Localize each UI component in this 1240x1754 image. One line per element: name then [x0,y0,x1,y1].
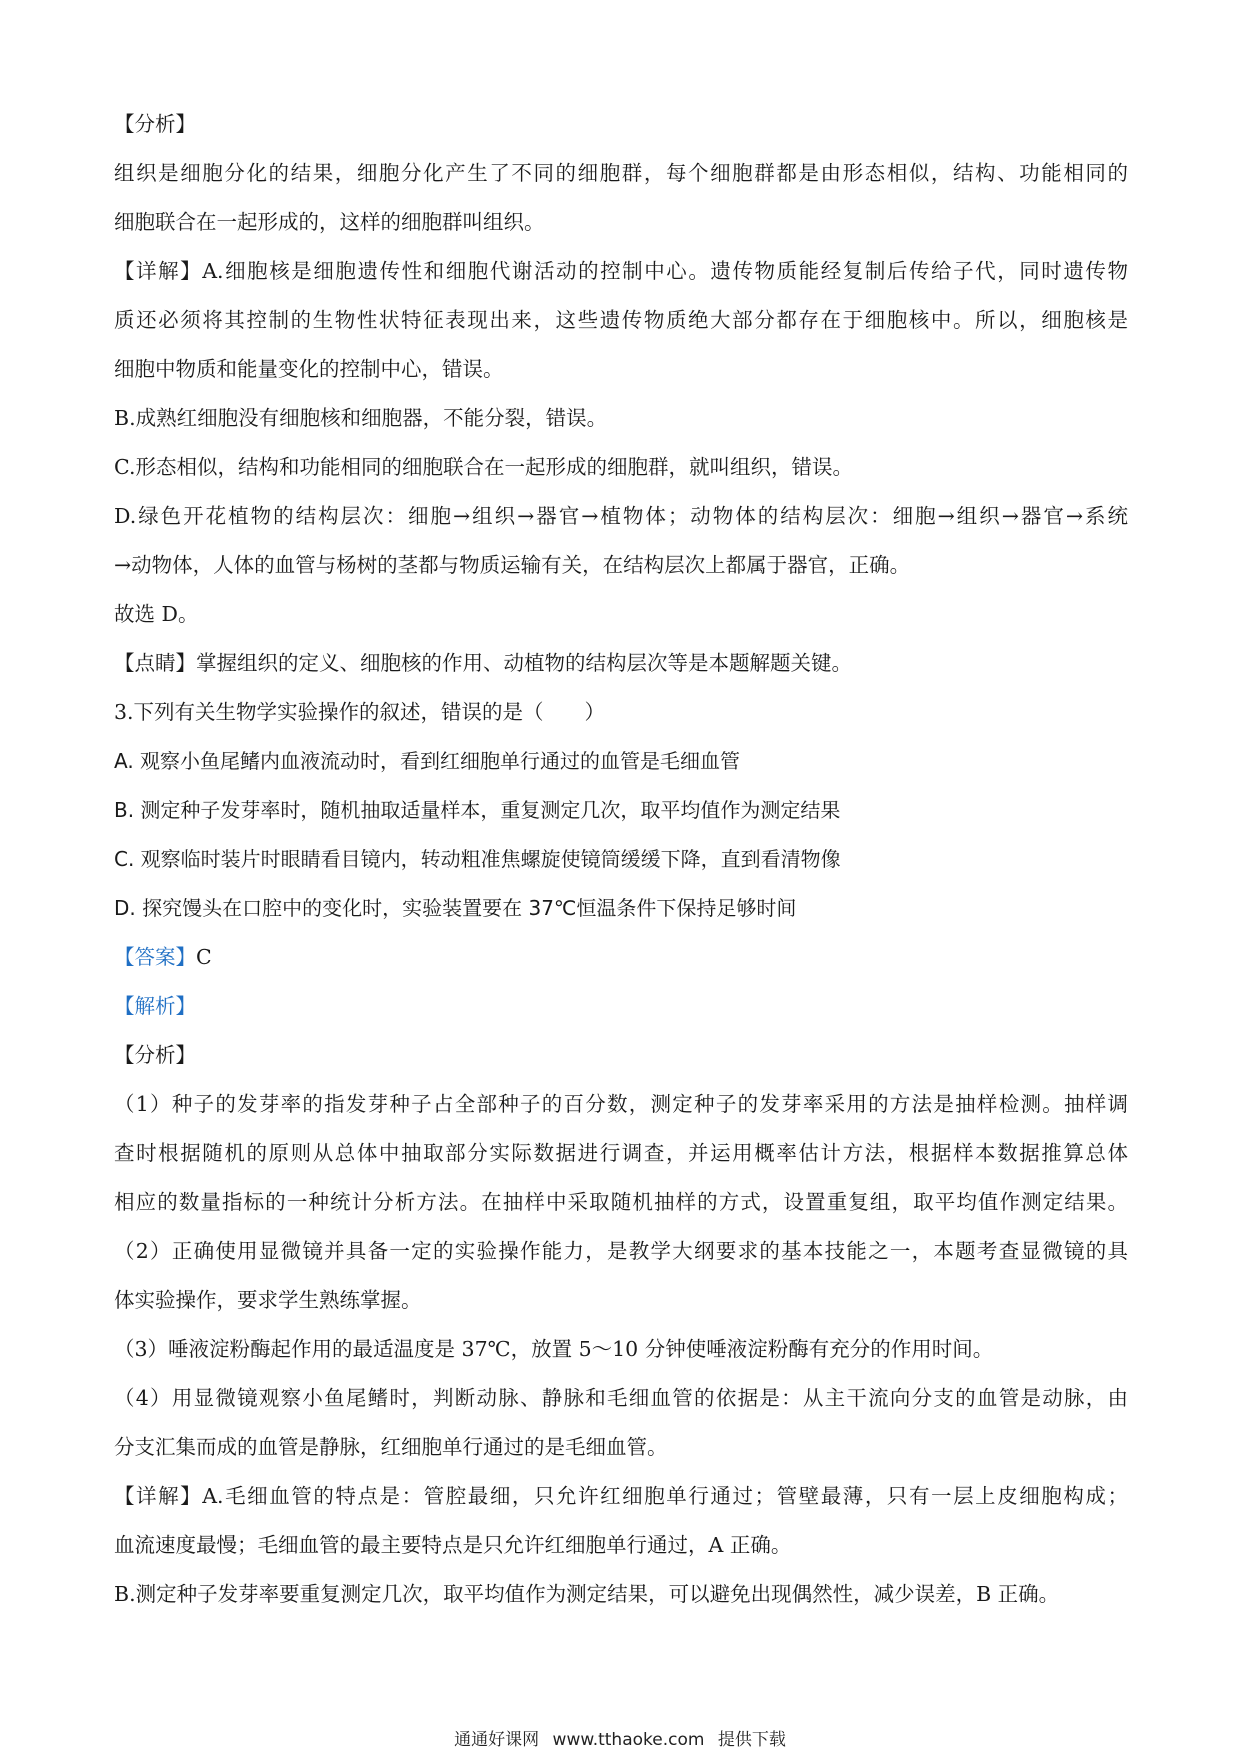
paragraph-line: 相应的数量指标的一种统计分析方法。在抽样中采取随机抽样的方式，设置重复组，取平均值作测定结果。 [114,1190,1128,1214]
paragraph-line: 分支汇集而成的血管是静脉，红细胞单行通过的是毛细血管。 [114,1435,668,1459]
footer-site-name: 通通好课网 [454,1730,540,1750]
answer-value: C [196,945,212,969]
paragraph-line: B.测定种子发芽率要重复测定几次，取平均值作为测定结果，可以避免出现偶然性，减少误差，B 正确。 [114,1582,1060,1606]
question-option-a: A. 观察小鱼尾鳍内血液流动时，看到红细胞单行通过的血管是毛细血管 [114,749,741,773]
question-option-d: D. 探究馒头在口腔中的变化时，实验装置要在 37℃恒温条件下保持足够时间 [114,896,797,920]
paragraph-line: 【点睛】掌握组织的定义、细胞核的作用、动植物的结构层次等是本题解题关键。 [114,651,852,675]
section-heading-analysis: 【分析】 [114,1043,196,1067]
paragraph-line: 血流速度最慢；毛细血管的最主要特点是只允许红细胞单行通过，A 正确。 [114,1533,792,1557]
paragraph-line: D.绿色开花植物的结构层次：细胞→组织→器官→植物体；动物体的结构层次：细胞→组织→器官→系统 [114,504,1128,528]
section-heading-explanation: 【解析】 [114,994,196,1018]
paragraph-line: 组织是细胞分化的结果，细胞分化产生了不同的细胞群，每个细胞群都是由形态相似，结构、功能相同的 [114,161,1128,185]
paragraph-line: C.形态相似，结构和功能相同的细胞联合在一起形成的细胞群，就叫组织，错误。 [114,455,853,479]
paragraph-line: 故选 D。 [114,602,199,626]
paragraph-line: （2）正确使用显微镜并具备一定的实验操作能力，是教学大纲要求的基本技能之一，本题考查显微镜的具 [114,1239,1128,1263]
answer-line [114,933,1128,982]
paragraph-line: 查时根据随机的原则从总体中抽取部分实际数据进行调查，并运用概率估计方法，根据样本数据推算总体 [114,1141,1128,1165]
paragraph-line: 细胞联合在一起形成的，这样的细胞群叫组织。 [114,210,545,234]
paragraph-line: 体实验操作，要求学生熟练掌握。 [114,1288,422,1312]
paragraph-line: （3）唾液淀粉酶起作用的最适温度是 37℃，放置 5～10 分钟使唾液淀粉酶有充分的作用时间。 [114,1337,994,1361]
question-option-b: B. 测定种子发芽率时，随机抽取适量样本，重复测定几次，取平均值作为测定结果 [114,798,841,822]
paragraph-line: （1）种子的发芽率的指发芽种子占全部种子的百分数，测定种子的发芽率采用的方法是抽样检测。抽样调 [114,1092,1128,1116]
page-footer [0,1725,1240,1750]
document-body [114,100,1128,1619]
paragraph-line: （4）用显微镜观察小鱼尾鳍时，判断动脉、静脉和毛细血管的依据是：从主干流向分支的血管是动脉，由 [114,1386,1128,1410]
section-heading-analysis: 【分析】 [114,112,196,136]
paragraph-line: 质还必须将其控制的生物性状特征表现出来，这些遗传物质绝大部分都存在于细胞核中。所以，细胞核是 [114,308,1128,332]
paragraph-line: →动物体，人体的血管与杨树的茎都与物质运输有关，在结构层次上都属于器官，正确。 [114,553,911,577]
footer-note: 提供下载 [717,1730,786,1750]
paragraph-line: 【详解】A.细胞核是细胞遗传性和细胞代谢活动的控制中心。遗传物质能经复制后传给子代，同时遗传物 [114,259,1128,283]
footer-url[interactable]: www.tthaoke.com [552,1730,705,1750]
question-option-c: C. 观察临时装片时眼睛看目镜内，转动粗准焦螺旋使镜筒缓缓下降，直到看清物像 [114,847,841,871]
question-stem: 3.下列有关生物学实验操作的叙述，错误的是（ ） [114,700,606,724]
paragraph-line: B.成熟红细胞没有细胞核和细胞器，不能分裂，错误。 [114,406,608,430]
answer-label: 【答案】 [114,945,196,969]
paragraph-line: 细胞中物质和能量变化的控制中心，错误。 [114,357,504,381]
paragraph-line: 【详解】A.毛细血管的特点是：管腔最细，只允许红细胞单行通过；管壁最薄，只有一层上皮细胞构成； [114,1484,1128,1508]
